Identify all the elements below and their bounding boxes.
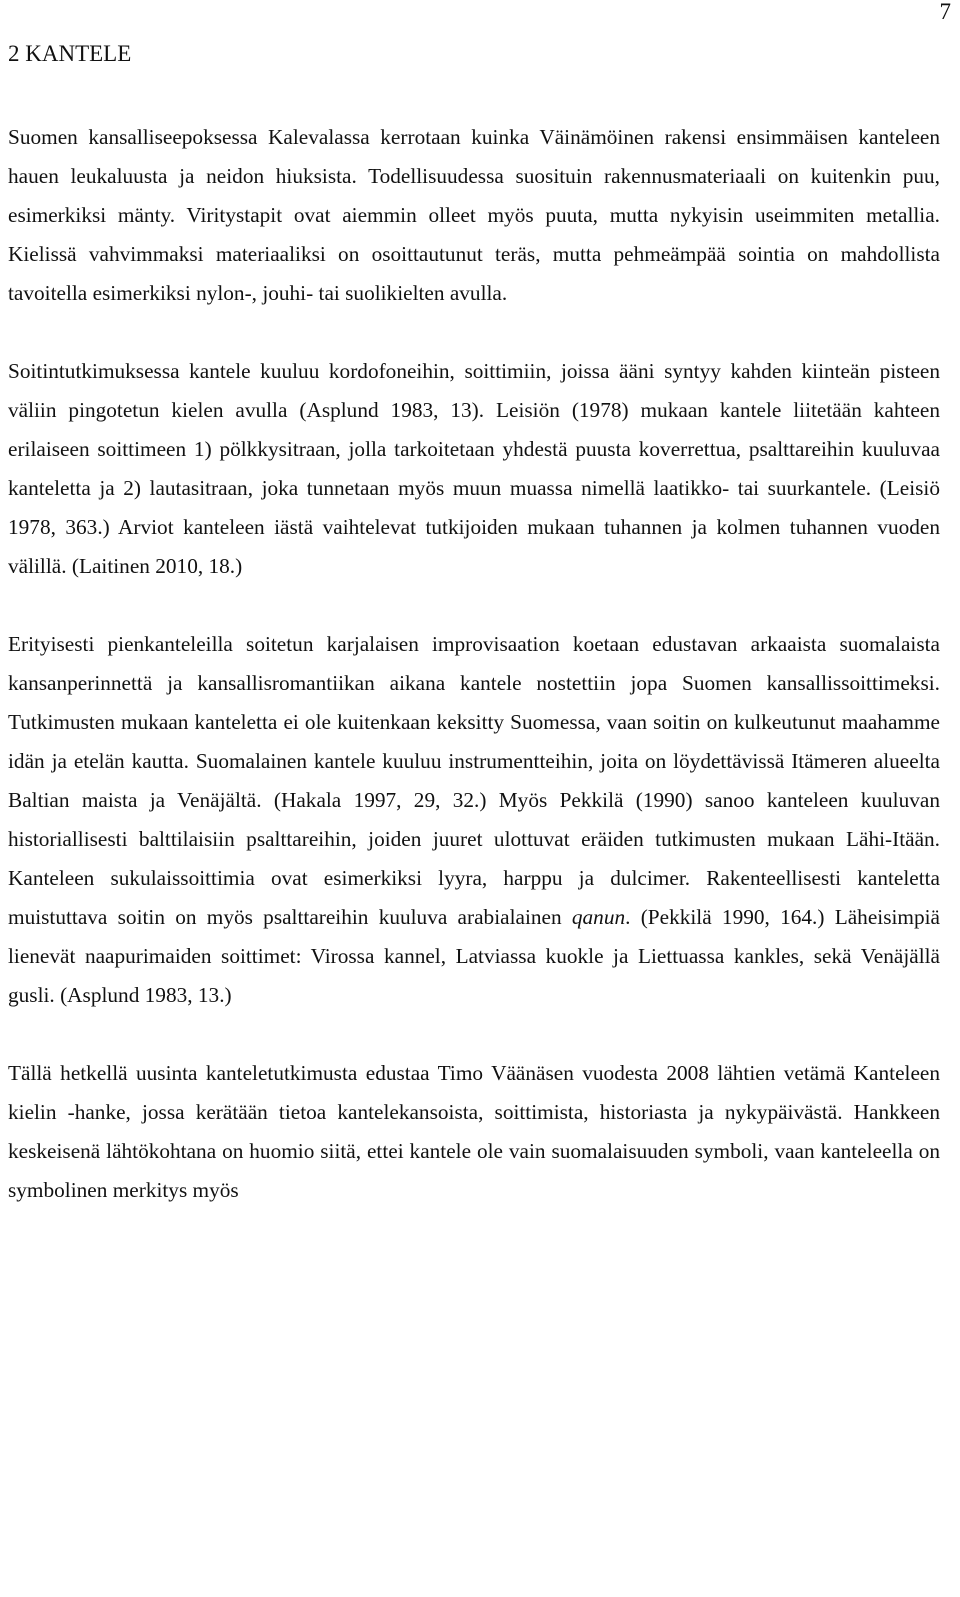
paragraph-3-text-after: . (Pekkilä 1990, 164.) Läheisimpiä lienevät naapurimaiden soittimet: Virossa kannel, Latviassa kuokle ja Liettuassa kankles, sekä Venäjällä gusli. (Asplund 1983, 13.) — [8, 905, 940, 1007]
paragraph-1: Suomen kansalliseepoksessa Kalevalassa kerrotaan kuinka Väinämöinen rakensi ensimmäisen kanteleen hauen leukaluusta ja neidon hiuksista. Todellisuudessa suosituin rakennusmateriaali on kuitenkin puu, esimerkiksi mänty. Viritystapit ovat aiemmin olleet myös puuta, mutta nykyisin useimmiten metallia. Kielissä vahvimmaksi materiaaliksi on osoittautunut teräs, mutta pehmeämpää sointia on mahdollista tavoitella esimerkiksi nylon-, jouhi- tai suolikielten avulla. — [8, 125, 940, 305]
paragraph-4: Tällä hetkellä uusinta kanteletutkimusta edustaa Timo Väänäsen vuodesta 2008 lähtien vetämä Kanteleen kielin -hanke, jossa kerätään tietoa kantelekansoista, soittimista, historiasta ja nykypäivästä. Hankkeen keskeisenä lähtökohtana on huomio siitä, ettei kantele ole vain suomalaisuuden symboli, vaan kanteleella on symbolinen merkitys myös — [8, 1061, 940, 1202]
paragraph-3-italic-term: qanun — [571, 905, 626, 929]
chapter-heading: 2 KANTELE — [8, 41, 132, 66]
paragraph-3 — [8, 625, 940, 1015]
paragraph-2: Soitintutkimuksessa kantele kuuluu kordofoneihin, soittimiin, joissa ääni syntyy kahden kiinteän pisteen väliin pingotetun kielen avulla (Asplund 1983, 13). Leisiön (1978) mukaan kantele liitetään kahteen erilaiseen soittimeen 1) pölkkysitraan, jolla tarkoitetaan yhdestä puusta koverrettua, psalttareihin kuuluvaa kanteletta ja 2) lautasitraan, joka tunnetaan myös muun muassa nimellä laatikko- tai suurkantele. (Leisiö 1978, 363.) Arviot kanteleen iästä vaihtelevat tutkijoiden mukaan tuhannen ja kolmen tuhannen vuoden välillä. (Laitinen 2010, 18.) — [8, 359, 940, 578]
page-number: 7 — [939, 0, 951, 24]
body-text — [8, 118, 940, 1210]
paragraph-3-text-before: Erityisesti pienkanteleilla soitetun karjalaisen improvisaation koetaan edustavan arkaaista suomalaista kansanperinnettä ja kansallisromantiikan aikana kantele nostettiin jopa Suomen kansallissoittimeksi. Tutkimusten mukaan kanteletta ei ole kuitenkaan keksitty Suomessa, vaan soitin on kulkeutunut maahamme idän ja etelän kautta. Suomalainen kantele kuuluu instrumentteihin, joita on löydettävissä Itämeren alueelta Baltian maista ja Venäjältä. (Hakala 1997, 29, 32.) Myös Pekkilä (1990) sanoo kanteleen kuuluvan historiallisesti balttilaisiin psalttareihin, joiden juuret ulottuvat eräiden tutkimusten mukaan Lähi-Itään. Kanteleen sukulaissoittimia ovat esimerkiksi lyyra, harppu ja dulcimer. Rakenteellisesti kanteletta muistuttava soitin on myös psalttareihin kuuluva arabialainen — [8, 632, 940, 929]
